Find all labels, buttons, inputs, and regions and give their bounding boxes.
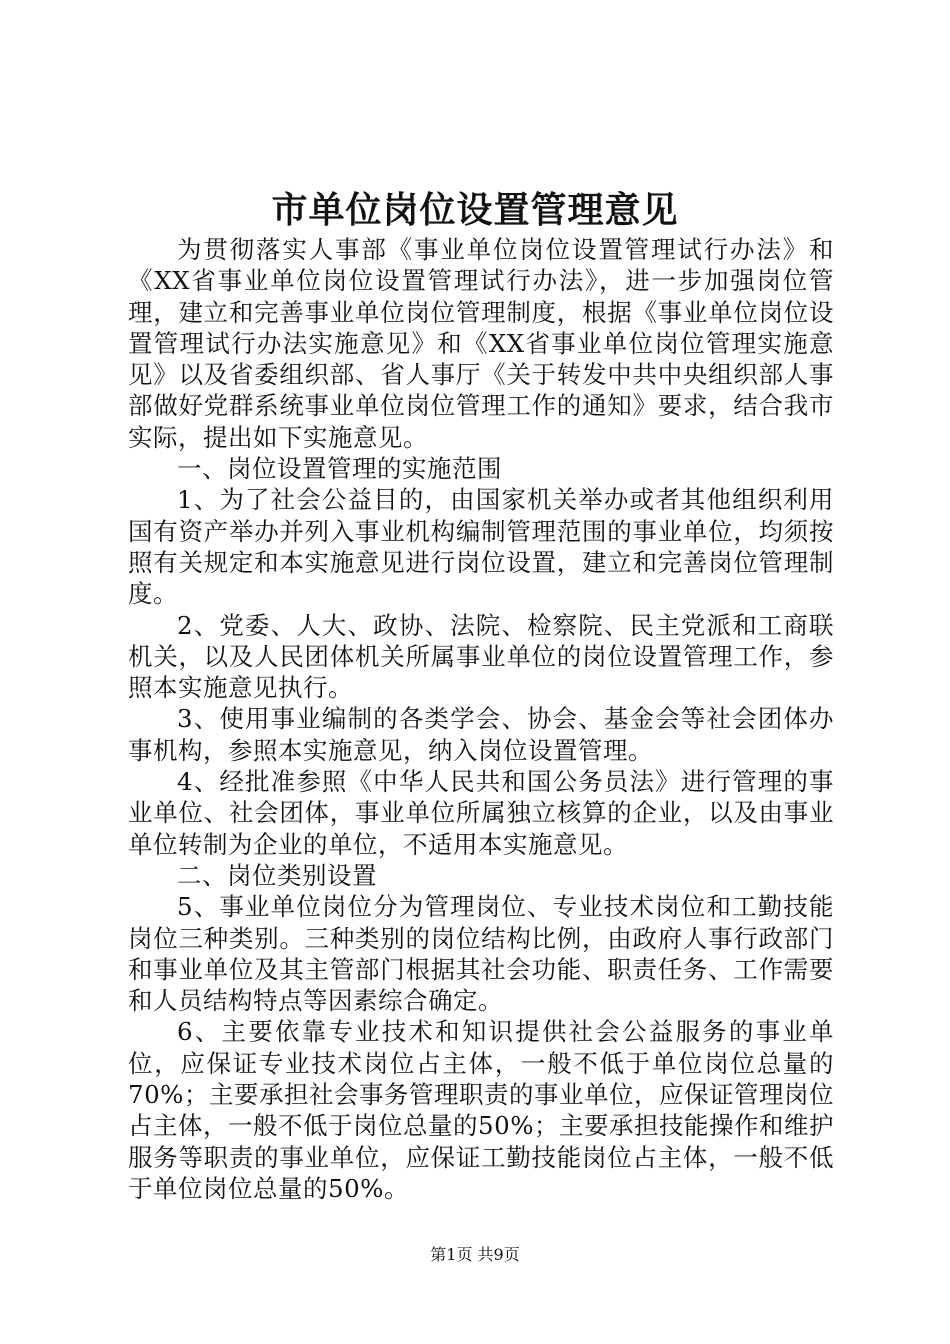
clause-2: 2、党委、人大、政协、法院、检察院、民主党派和工商联机关，以及人民团体机关所属事业单位的岗位设置管理工作，参照本实施意见执行。 [128,610,834,703]
section-heading-scope: 一、岗位设置管理的实施范围 [177,454,502,484]
clause-6: 6、主要依靠专业技术和知识提供社会公益服务的事业单位，应保证专业技术岗位占主体，一般不低于单位岗位总量的70%；主要承担社会事务管理职责的事业单位，应保证管理岗位占主体，一般不低于岗位总量的50%；主要承担技能操作和维护服务等职责的事业单位，应保证工勤技能岗位占主体，一般不低于单位岗位总量的50%。 [128,1017,834,1203]
section-heading-categories: 二、岗位类别设置 [177,860,377,890]
document-body [128,234,834,1204]
clause-5: 5、事业单位岗位分为管理岗位、专业技术岗位和工勤技能岗位三种类别。三种类别的岗位结构比例，由政府人事行政部门和事业单位及其主管部门根据其社会功能、职责任务、工作需要和人员结构特点等因素综合确定。 [128,892,834,1016]
document-title: 市单位岗位设置管理意见 [271,189,679,231]
clause-1: 1、为了社会公益目的，由国家机关举办或者其他组织利用国有资产举办并列入事业机构编制管理范围的事业单位，均须按照有关规定和本实施意见进行岗位设置，建立和完善岗位管理制度。 [128,485,834,609]
intro-paragraph: 为贯彻落实人事部《事业单位岗位设置管理试行办法》和《XX省事业单位岗位设置管理试行办法》，进一步加强岗位管理，建立和完善事业单位岗位管理制度，根据《事业单位岗位设置管理试行办法实施意见》和《XX省事业单位岗位管理实施意见》以及省委组织部、省人事厅《关于转发中共中央组织部人事部做好党群系统事业单位岗位管理工作的通知》要求，结合我市实际，提出如下实施意见。 [128,235,834,452]
clause-3: 3、使用事业编制的各类学会、协会、基金会等社会团体办事机构，参照本实施意见，纳入岗位设置管理。 [128,704,834,765]
page-number-footer: 第1页 共9页 [430,1245,520,1264]
clause-4: 4、经批准参照《中华人民共和国公务员法》进行管理的事业单位、社会团体，事业单位所属独立核算的企业，以及由事业单位转制为企业的单位，不适用本实施意见。 [128,767,834,859]
